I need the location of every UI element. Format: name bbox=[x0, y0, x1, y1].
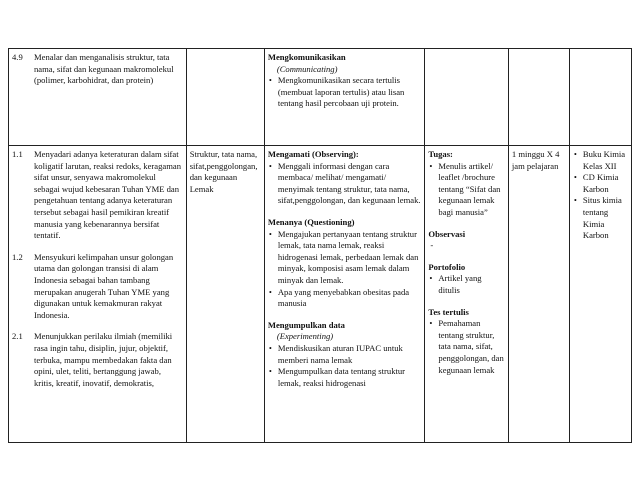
waktu-cell bbox=[508, 146, 569, 443]
materi-text: Struktur, tata nama, sifat,penggolongan, dan kegunaan Lemak bbox=[189, 149, 258, 194]
kegiatan-cell bbox=[264, 146, 425, 443]
section-heading: Tes tertulis bbox=[428, 306, 469, 317]
kompetensi-dasar-cell bbox=[9, 146, 187, 443]
penilaian-cell bbox=[425, 146, 508, 443]
table-row bbox=[9, 146, 632, 443]
section-heading: Tugas: bbox=[428, 149, 453, 159]
materi-cell bbox=[186, 146, 264, 443]
list-item: • Buku Kimia Kelas XII bbox=[573, 149, 628, 172]
materi-cell bbox=[186, 49, 264, 146]
list-item: • Mengkomunikasikan secara tertulis (membuat laporan tertulis) atau lisan tentang hasil percobaan uji protein. bbox=[268, 75, 422, 110]
kd-text: Menunjukkan perilaku ilmiah (memiliki rasa ingin tahu, disiplin, jujur, objektif, terbuka, mampu membedakan fakta dan opini, ulet, teliti, bertanggung jawab, kritis, kreatif, inovatif, demokratis, bbox=[34, 331, 173, 388]
list-item: • Mendiskusikan aturan IUPAC untuk memberi nama lemak bbox=[268, 343, 422, 366]
list-item: • Mengajukan pertanyaan tentang struktur lemak, tata nama lemak, reaksi hidrogenasi lemak, perbedaan lemak dan minyak, komposisi asam lemak dalam minyak dan lemak. bbox=[268, 229, 422, 287]
section-heading: Mengkomunikasikan bbox=[267, 52, 346, 62]
section-heading: Menanya (Questioning) bbox=[267, 216, 355, 227]
penilaian-cell bbox=[425, 49, 508, 146]
list-item: • CD Kimia Karbon bbox=[573, 172, 628, 195]
section-heading: Portofolio bbox=[428, 261, 466, 272]
section-heading: Observasi bbox=[428, 228, 466, 239]
list-item: • Situs kimia tentang Kimia Karbon bbox=[573, 195, 628, 241]
waktu-cell bbox=[508, 49, 569, 146]
sumber-cell bbox=[569, 146, 631, 443]
list-item: • Mengumpulkan data tentang struktur lemak, reaksi hidrogenasi bbox=[268, 366, 422, 389]
section-heading: Mengamati (Observing): bbox=[267, 149, 359, 159]
kd-number: 4.9 bbox=[12, 52, 23, 62]
kd-number: 1.1 bbox=[12, 149, 23, 159]
observasi-value: - bbox=[430, 240, 434, 251]
list-item: • Menggali informasi dengan cara membaca/ melihat/ mengamati/ menyimak tentang struktur, tata nama, sifat,penggolongan, dan kegunaan lemak. bbox=[268, 161, 422, 207]
list-item: • Pemahaman tentang struktur, tata nama, sifat, penggolongan, dan kegunaan lemak bbox=[428, 318, 504, 376]
sumber-cell bbox=[569, 49, 631, 146]
section-heading: Mengumpulkan data bbox=[267, 319, 345, 330]
table-row bbox=[9, 49, 632, 146]
section-subheading: (Experimenting) bbox=[276, 331, 334, 342]
section-subheading: (Communicating) bbox=[276, 63, 338, 74]
list-item: • Menulis artikel/ leaflet /brochure tentang “Sifat dan kegunaan lemak bagi manusia” bbox=[428, 161, 504, 219]
kd-number: 2.1 bbox=[12, 331, 23, 342]
kd-text: Menyadari adanya keteraturan dalam sifat koligatif larutan, reaksi redoks, keragaman sifat unsur, senyawa makromolekul sebagai wujud kebesaran Tuhan YME dan pengetahuan tentang adanya keteraturan tersebut sebagai hasil pemikiran kreatif manusia yang kebenarannya bersifat tentatif. bbox=[34, 149, 181, 241]
kegiatan-cell bbox=[264, 49, 425, 146]
syllabus-table bbox=[8, 48, 632, 443]
waktu-text: 1 minggu X 4 jam pelajaran bbox=[511, 149, 560, 171]
kd-text: Mensyukuri kelimpahan unsur golongan utama dan golongan transisi di alam Indonesia sebagai bahan tambang merupakan anugerah Tuhan YME yang digunakan untuk kemakmuran rakyat Indonesia. bbox=[34, 251, 174, 320]
kompetensi-dasar-cell bbox=[9, 49, 187, 146]
list-item: • Artikel yang ditulis bbox=[428, 273, 504, 296]
kd-number: 1.2 bbox=[12, 251, 23, 262]
kd-text: Menalar dan menganalisis struktur, tata nama, sifat dan kegunaan makromolekul (polimer, karbohidrat, dan protein) bbox=[34, 52, 174, 86]
list-item: • Apa yang menyebabkan obesitas pada manusia bbox=[268, 287, 422, 310]
